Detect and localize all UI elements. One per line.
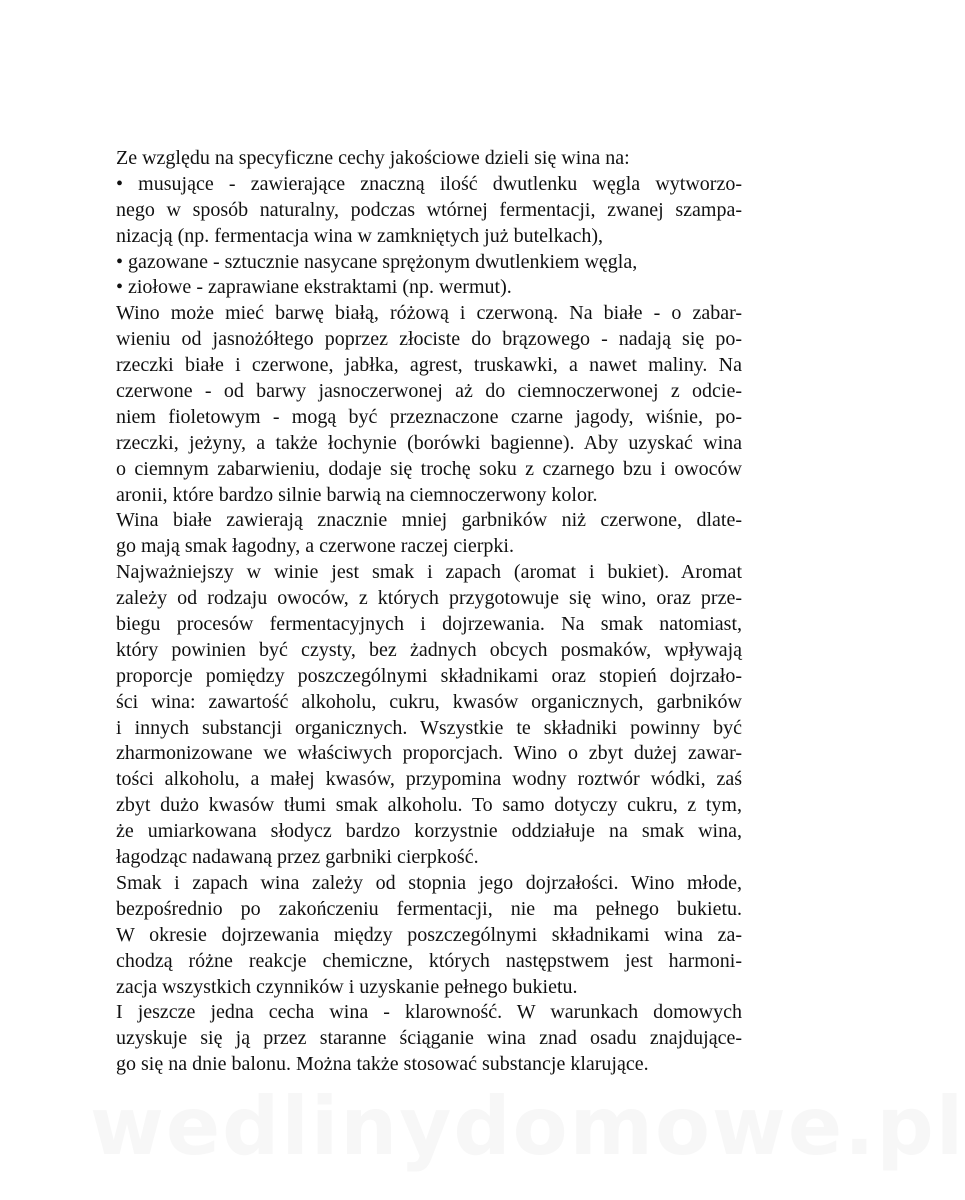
text-line: ści wina: zawartość alkoholu, cukru, kwasów organicznych, garbników [116,690,742,713]
text-line: uzyskuje się ją przez staranne ściąganie wina znad osadu znajdujące- [116,1027,742,1050]
text-line: tości alkoholu, a małej kwasów, przypomina wodny roztwór wódki, zaś [116,768,742,791]
text-line: rzeczki, jeżyny, a także łochynie (borówki bagienne). Aby uzyskać wina [116,431,742,454]
text-line: Smak i zapach wina zależy od stopnia jego dojrzałości. Wino młode, [116,871,742,894]
text-line: nizacją (np. fermentacja wina w zamkniętych już butelkach), [116,224,603,247]
text-line: • gazowane - sztucznie nasycane sprężonym dwutlenkiem węgla, [116,250,638,273]
text-line: który powinien być czysty, bez żadnych obcych posmaków, wpływają [116,638,742,661]
text-line: I jeszcze jedna cecha wina - klarowność. W warunkach domowych [116,1001,742,1024]
text-line: i innych substancji organicznych. Wszystkie te składniki powinny być [116,716,742,739]
text-line: czerwone - od barwy jasnoczerwonej aż do ciemnoczerwonej z odcie- [116,380,742,403]
text-line: rzeczki białe i czerwone, jabłka, agrest, truskawki, a nawet maliny. Na [116,354,742,377]
text-line: o ciemnym zabarwieniu, dodaje się trochę soku z czarnego bzu i owoców [116,457,742,480]
text-line: Najważniejszy w winie jest smak i zapach (aromat i bukiet). Aromat [116,561,742,584]
text-line: chodzą różne reakcje chemiczne, których następstwem jest harmoni- [116,949,742,972]
text-line: • musujące - zawierające znaczną ilość dwutlenku węgla wytworzo- [116,172,742,195]
text-line: bezpośrednio po zakończeniu fermentacji, nie ma pełnego bukietu. [116,897,742,920]
text-line: • ziołowe - zaprawiane ekstraktami (np. wermut). [116,276,512,299]
text-line: wieniu od jasnożółtego poprzez złociste do brązowego - nadają się po- [116,328,742,351]
text-line: biegu procesów fermentacyjnych i dojrzewania. Na smak natomiast, [116,613,742,636]
text-line: niem fioletowym - mogą być przeznaczone czarne jagody, wiśnie, po- [116,405,742,428]
text-line: go się na dnie balonu. Można także stosować substancje klarujące. [116,1053,649,1076]
text-line: zharmonizowane we właściwych proporcjach. Wino o zbyt dużej zawar- [116,742,742,765]
text-line: łagodząc nadawaną przez garbniki cierpkość. [116,846,479,869]
text-line: że umiarkowana słodycz bardzo korzystnie oddziałuje na smak wina, [116,820,742,843]
text-line: zależy od rodzaju owoców, z których przygotowuje się wino, oraz prze- [116,587,742,610]
text-line: zbyt dużo kwasów tłumi smak alkoholu. To samo dotyczy cukru, z tym, [116,794,742,817]
text-line: go mają smak łagodny, a czerwone raczej cierpki. [116,535,514,558]
document-body [116,146,742,1078]
text-line: aronii, które bardzo silnie barwią na ciemnoczerwony kolor. [116,483,598,506]
text-line: Ze względu na specyficzne cechy jakościowe dzieli się wina na: [116,147,630,169]
text-line: zacja wszystkich czynników i uzyskanie pełnego bukietu. [116,975,578,998]
watermark: wedlinydomowe.pl [90,1080,965,1173]
text-line: W okresie dojrzewania między poszczególnymi składnikami wina za- [116,923,742,946]
text-line: Wina białe zawierają znacznie mniej garbników niż czerwone, dlate- [116,509,742,532]
text-line: nego w sposób naturalny, podczas wtórnej fermentacji, zwanej szampa- [116,198,742,221]
text-line: Wino może mieć barwę białą, różową i czerwoną. Na białe - o zabar- [116,302,742,325]
text-line: proporcje pomiędzy poszczególnymi składnikami oraz stopień dojrzało- [116,664,742,687]
